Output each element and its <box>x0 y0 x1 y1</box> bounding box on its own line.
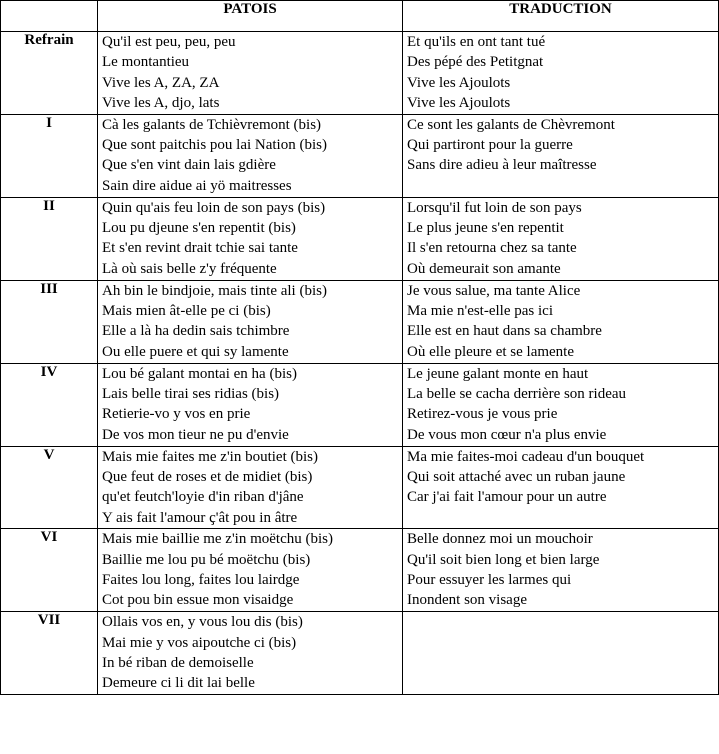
traduction-line: Où elle pleure et se lamente <box>407 343 575 360</box>
patois-line: Ah bin le bindjoie, mais tinte ali (bis) <box>102 282 327 299</box>
traduction-line: Le plus jeune s'en repentit <box>407 220 564 237</box>
traduction-line: De vous mon cœur n'a plus envie <box>407 426 607 443</box>
verse-label: IV <box>1 363 98 446</box>
verse-label: VI <box>1 529 98 612</box>
traduction-line: Où demeurait son amante <box>407 260 561 277</box>
traduction-line: Car j'ai fait l'amour pour un autre <box>407 489 607 506</box>
patois-line: Demeure ci li dit lai belle <box>102 675 255 692</box>
patois-line: Mai mie y vos aipoutche ci (bis) <box>102 634 297 651</box>
traduction-cell <box>403 280 719 363</box>
section-header <box>1 1 98 32</box>
header-row <box>1 1 719 32</box>
traduction-cell <box>403 446 719 529</box>
patois-line: Sain dire aidue ai yö maitresses <box>102 177 292 194</box>
patois-cell <box>98 197 403 280</box>
traduction-line: Vive les Ajoulots <box>407 74 511 91</box>
patois-line: Retierie-vo y vos en prie <box>102 406 251 423</box>
traduction-line: Et qu'ils en ont tant tué <box>407 34 546 50</box>
traduction-cell <box>403 32 719 115</box>
verse-label: Refrain <box>1 32 98 115</box>
patois-line: Elle a là ha dedin sais tchimbre <box>102 323 290 340</box>
patois-line: Que s'en vint dain lais gdière <box>102 157 276 174</box>
patois-line: Lou bé galant montai en ha (bis) <box>102 365 297 382</box>
patois-line: Vive les A, ZA, ZA <box>102 74 220 91</box>
traduction-cell <box>403 363 719 446</box>
verse-label: II <box>1 197 98 280</box>
verse-label: I <box>1 114 98 197</box>
traduction-cell-empty <box>403 612 719 695</box>
patois-cell <box>98 280 403 363</box>
patois-cell <box>98 363 403 446</box>
traduction-line: La belle se cacha derrière son rideau <box>407 386 627 403</box>
patois-line: Faites lou long, faites lou lairdge <box>102 572 300 589</box>
patois-line: Cà les galants de Tchièvremont (bis) <box>102 116 322 133</box>
traduction-line: Ma mie faites-moi cadeau d'un bouquet <box>407 448 645 465</box>
patois-line: Que sont paitchis pou lai Nation (bis) <box>102 137 327 154</box>
patois-line: Y ais fait l'amour ҫ'ât pou in âtre <box>102 509 298 526</box>
traduction-cell <box>403 529 719 612</box>
patois-cell <box>98 32 403 115</box>
patois-line: De vos mon tieur ne pu d'envie <box>102 426 289 443</box>
verse-row-vii <box>1 612 719 695</box>
traduction-line: Le jeune galant monte en haut <box>407 365 589 382</box>
traduction-line: Inondent son visage <box>407 592 527 609</box>
traduction-line: Lorsqu'il fut loin de son pays <box>407 199 582 216</box>
patois-line: Lais belle tirai ses ridias (bis) <box>102 386 280 403</box>
patois-line: Ou elle puere et qui sy lamente <box>102 343 289 360</box>
traduction-header: TRADUCTION <box>403 1 719 32</box>
patois-cell <box>98 529 403 612</box>
traduction-line: Belle donnez moi un mouchoir <box>407 531 593 548</box>
verse-row-iv <box>1 363 719 446</box>
verse-label: VII <box>1 612 98 695</box>
traduction-line: Ma mie n'est-elle pas ici <box>407 303 553 320</box>
traduction-line: Qui partiront pour la guerre <box>407 137 573 154</box>
patois-header: PATOIS <box>98 1 403 32</box>
verse-label: III <box>1 280 98 363</box>
patois-line: Mais mie faites me z'in boutiet (bis) <box>102 448 318 465</box>
traduction-line: Qu'il soit bien long et bien large <box>407 551 600 568</box>
verse-row-vi <box>1 529 719 612</box>
traduction-line: Il s'en retourna chez sa tante <box>407 240 577 257</box>
traduction-line: Je vous salue, ma tante Alice <box>407 282 581 299</box>
patois-line: Mais mie baillie me z'in moëtchu (bis) <box>102 531 333 548</box>
verse-row-iii <box>1 280 719 363</box>
verse-row-v <box>1 446 719 529</box>
patois-line: Lou pu djeune s'en repentit (bis) <box>102 220 296 237</box>
patois-line: Quin qu'ais feu loin de son pays (bis) <box>102 199 326 216</box>
patois-line: Ollais vos en, y vous lou dis (bis) <box>102 614 303 631</box>
patois-line: Qu'il est peu, peu, peu <box>102 34 236 50</box>
patois-line: Le montantieu <box>102 54 190 71</box>
patois-line: Baillie me lou pu bé moëtchu (bis) <box>102 551 311 568</box>
traduction-line: Retirez-vous je vous prie <box>407 406 558 423</box>
patois-cell <box>98 114 403 197</box>
verse-row-ii <box>1 197 719 280</box>
patois-line: Là où sais belle z'y fréquente <box>102 260 277 277</box>
verse-label: V <box>1 446 98 529</box>
patois-cell <box>98 612 403 695</box>
traduction-line: Vive les Ajoulots <box>407 95 511 112</box>
traduction-cell <box>403 114 719 197</box>
traduction-line: Ce sont les galants de Chèvremont <box>407 116 615 133</box>
verse-row-i <box>1 114 719 197</box>
patois-cell <box>98 446 403 529</box>
traduction-line: Des pépé des Petitgnat <box>407 54 544 71</box>
traduction-line: Pour essuyer les larmes qui <box>407 572 572 589</box>
patois-line: Que feut de roses et de midiet (bis) <box>102 469 313 486</box>
patois-line: qu'et feutch'loyie d'in riban d'jâne <box>102 489 304 506</box>
traduction-line: Qui soit attaché avec un ruban jaune <box>407 469 626 486</box>
traduction-line: Elle est en haut dans sa chambre <box>407 323 602 340</box>
traduction-line: Sans dire adieu à leur maîtresse <box>407 157 597 174</box>
patois-line: Mais mien ât-elle pe ci (bis) <box>102 303 271 320</box>
traduction-cell <box>403 197 719 280</box>
patois-line: Et s'en revint drait tchie sai tante <box>102 240 298 257</box>
patois-line: Vive les A, djo, lats <box>102 95 220 112</box>
patois-line: Cot pou bin essue mon visaidge <box>102 592 294 609</box>
patois-line: In bé riban de demoiselle <box>102 655 254 672</box>
verse-row-refrain <box>1 32 719 115</box>
